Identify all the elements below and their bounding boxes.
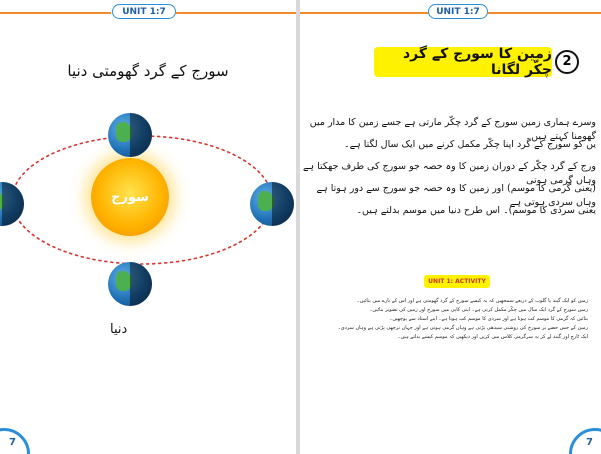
activity-item: ایک ٹارچ اور گیند لے کر یہ سرگرمی کلاس میں کریں اور دیکھیں کہ موسم کیسے بدلتے ہیں۔ <box>397 334 588 340</box>
right-page <box>300 0 601 454</box>
sun <box>91 158 169 236</box>
header-rule-right <box>488 12 601 14</box>
page-number: 7 <box>9 437 16 448</box>
activity-label: UNIT 1: ACTIVITY <box>424 275 490 288</box>
earth-globe-left <box>0 182 24 226</box>
page-number-badge <box>569 428 601 454</box>
unit-badge: UNIT 1:7 <box>112 4 176 19</box>
activity-list <box>304 297 588 342</box>
unit-badge: UNIT 1:7 <box>428 4 488 19</box>
paragraph-line: وسرے ہماری زمین سورج کے گرد چکّر مارتی ہے جسے زمین کا مدار میں گھومنا کہتے ہیں۔ <box>309 117 596 142</box>
paragraph-line: یعنی سردی کا موسم)۔ اس طرح دنیا میں موسم بدلتے ہیں۔ <box>356 205 596 216</box>
activity-item: زمین کو ایک گیند یا گلوب کے ذریعے سمجھیں کہ یہ کیسے سورج کے گرد گھومتی ہے اور اس کے بارے میں بتائیں۔ <box>356 298 588 304</box>
section-heading: زمین کا سورج کے گرد چکّر لگانا <box>374 47 552 77</box>
paragraph-line: ورج کے گرد چکّر کے دوران زمین کا وہ حصہ جو سورج کی طرف جھکتا ہے وہاں گرمی ہوتی <box>302 161 596 186</box>
page-number: 7 <box>586 437 593 448</box>
earth-globe-bottom <box>108 262 152 306</box>
page-title: سورج کے گرد گھومتی دنیا <box>67 62 229 80</box>
left-page <box>0 0 296 454</box>
activity-item: زمین کے جس حصے پر سورج کی روشنی سیدھی پڑتی ہے وہاں گرمی ہوتی ہے اور جہاں ترچھی پڑتی ہے وہاں سردی۔ <box>337 325 588 331</box>
earth-globe-right <box>250 182 294 226</box>
sun-label: سورج <box>111 189 149 205</box>
paragraph-line: (یعنی گرمی کا موسم) اور زمین کا وہ حصہ جو سورج سے دور ہوتا ہے وہاں سردی ہوتی ہے <box>316 183 596 208</box>
activity-item: زمین سورج کے گرد ایک سال میں چکّر مکمل کرتی ہے۔ اپنی کاپی میں سورج اور زمین کی تصویر بنائیں۔ <box>369 307 588 313</box>
paragraph-line: یں کو سورج کے گرد اپنا چکّر مکمل کرنے میں ایک سال لگتا ہے۔ <box>344 139 596 150</box>
earth-label: دنیا <box>110 322 128 337</box>
earth-globe-top <box>108 113 152 157</box>
activity-item: بتائیں کہ گرمی کا موسم کب ہوتا ہے اور سردی کا موسم کب ہوتا ہے۔ اپنے استاد سے پوچھیں۔ <box>389 316 588 322</box>
header-rule-left <box>300 12 428 14</box>
section-number: 2 <box>555 50 579 74</box>
